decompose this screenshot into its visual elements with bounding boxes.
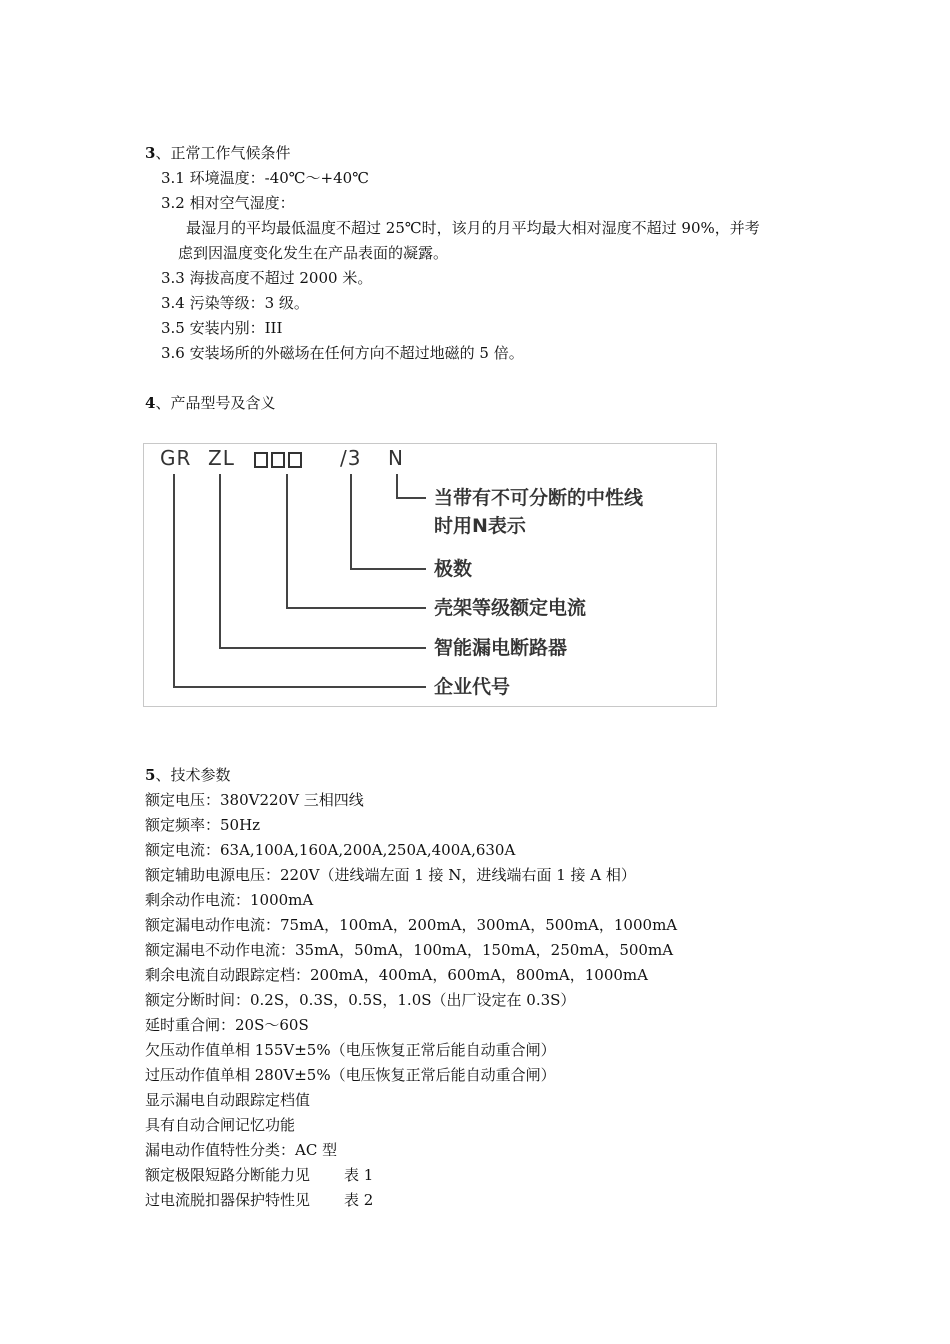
code-poles: /3 [340, 446, 362, 470]
label-poles: 极数 [434, 558, 473, 580]
spec-undervoltage: 欠压动作值单相 155V±5%（电压恢复正常后能自动重合闸） [145, 1041, 556, 1059]
item-3-1: 3.1 环境温度：-40℃～+40℃ [161, 169, 369, 187]
label-product: 智能漏电断路器 [434, 637, 568, 659]
label-frame-current: 壳架等级额定电流 [434, 597, 587, 619]
item-3-4: 3.4 污染等级：3 级。 [161, 294, 309, 312]
connector-company [174, 474, 426, 687]
table-2-ref: 表 2 [344, 1191, 374, 1209]
code-gr: GR [160, 446, 192, 470]
item-3-3: 3.3 海拔高度不超过 2000 米。 [161, 269, 373, 287]
code-box-1 [254, 452, 268, 468]
connector-frame [287, 474, 426, 608]
spec-break-time: 额定分断时间：0.2S，0.3S，0.5S，1.0S（出厂设定在 0.3S） [145, 991, 576, 1009]
model-code-diagram [143, 443, 717, 707]
spec-display-tracking: 显示漏电自动跟踪定档值 [145, 1091, 311, 1109]
section-4-heading [145, 393, 275, 413]
spec-auto-close-memory: 具有自动合闸记忆功能 [145, 1116, 296, 1134]
spec-leak-type: 漏电动作值特性分类：AC 型 [145, 1141, 338, 1159]
section-5-title: 、技术参数 [155, 766, 231, 784]
section-3-number: 3 [145, 144, 156, 162]
spec-rated-voltage: 额定电压：380V220V 三相四线 [145, 791, 364, 809]
section-4-title: 、产品型号及含义 [155, 394, 276, 412]
label-neutral-line2: 时用N表示 [434, 515, 526, 537]
section-4-number: 4 [145, 394, 156, 412]
section-3-heading [145, 143, 290, 163]
spec-rated-frequency: 额定频率：50Hz [145, 816, 261, 834]
connector-n [397, 474, 426, 498]
code-box-3 [288, 452, 302, 468]
item-3-5: 3.5 安装内别：III [161, 319, 283, 337]
section-5-number: 5 [145, 766, 156, 784]
spec-breaking-capacity-ref [145, 1165, 373, 1185]
spec-overcurrent-ref [145, 1190, 373, 1210]
breaking-capacity-text: 额定极限短路分断能力见 [145, 1166, 311, 1184]
spec-aux-voltage: 额定辅助电源电压：220V（进线端左面 1 接 N，进线端右面 1 接 A 相） [145, 866, 636, 884]
section-5-heading [145, 765, 230, 785]
connector-product [220, 474, 426, 648]
code-zl: ZL [208, 446, 235, 470]
table-1-ref: 表 1 [344, 1166, 374, 1184]
connector-poles [351, 474, 426, 569]
label-neutral-line1: 当带有不可分断的中性线 [434, 487, 644, 509]
spec-overvoltage: 过压动作值单相 280V±5%（电压恢复正常后能自动重合闸） [145, 1066, 556, 1084]
spec-leak-operate: 额定漏电动作电流：75mA，100mA，200mA，300mA，500mA，1000mA [145, 916, 678, 934]
spec-leak-non-operate: 额定漏电不动作电流：35mA，50mA，100mA，150mA，250mA，500mA [145, 941, 674, 959]
overcurrent-text: 过电流脱扣器保护特性见 [145, 1191, 311, 1209]
spec-auto-tracking: 剩余电流自动跟踪定档：200mA，400mA，600mA，800mA，1000mA [145, 966, 648, 984]
spec-residual-current: 剩余动作电流：1000mA [145, 891, 314, 909]
spec-rated-current: 额定电流：63A,100A,160A,200A,250A,400A,630A [145, 841, 516, 859]
code-frame-boxes [254, 448, 305, 472]
spec-reclose-delay: 延时重合闸：20S～60S [145, 1016, 309, 1034]
diagram-connector-lines [144, 444, 718, 708]
code-box-2 [271, 452, 285, 468]
item-3-2-desc-line1: 最湿月的平均最低温度不超过 25℃时，该月的月平均最大相对湿度不超过 90%，并考 [186, 219, 760, 237]
code-n: N [388, 446, 404, 470]
item-3-6: 3.6 安装场所的外磁场在任何方向不超过地磁的 5 倍。 [161, 344, 524, 362]
label-company: 企业代号 [434, 676, 511, 698]
item-3-2: 3.2 相对空气湿度： [161, 194, 295, 212]
section-3-title: 、正常工作气候条件 [155, 144, 291, 162]
item-3-2-desc-line2: 虑到因温度变化发生在产品表面的凝露。 [178, 244, 449, 262]
